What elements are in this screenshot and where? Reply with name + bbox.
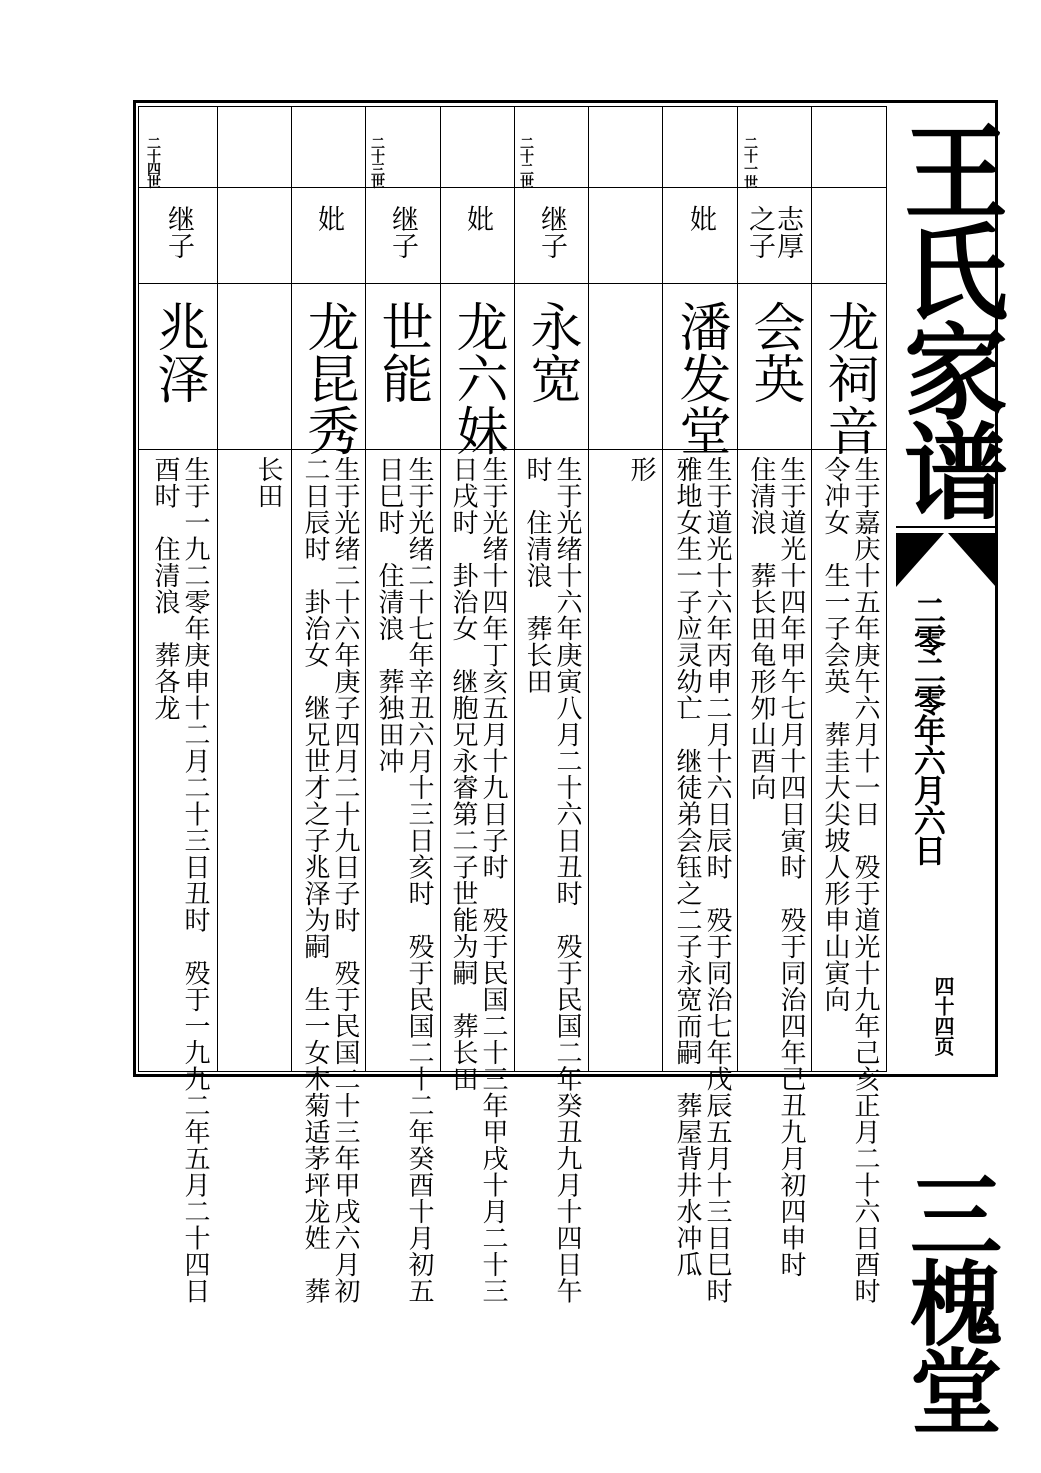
relation-label: 妣 <box>462 205 493 232</box>
column-divider <box>217 106 218 1072</box>
relation-label: 妣 <box>685 205 716 232</box>
person-name: 永宽 <box>521 300 581 404</box>
biography-continuation: 形 <box>626 456 656 483</box>
title-banner-ornament <box>896 523 996 593</box>
row-divider-generation <box>138 187 887 188</box>
relation-label: 继子 <box>387 205 418 259</box>
person-name: 龙六妹 <box>447 300 507 456</box>
person-name: 龙祠音 <box>818 300 878 456</box>
biography-text: 生于一九二零年庚申十二月二十三日丑时 殁于一九九二年五月二十四日 酉时 住清浪 葬各龙 <box>150 456 210 1304</box>
column-divider <box>811 106 812 1072</box>
generation-label: 二十一世 <box>742 136 758 188</box>
person-name: 世能 <box>372 300 432 404</box>
person-name: 会英 <box>744 300 804 404</box>
column-divider <box>514 106 515 1072</box>
row-divider-name <box>138 449 887 450</box>
biography-text: 生于光绪二十七年辛丑六月十三日亥时 殁于民国二十二年癸酉十月初五 日巳时 住清浪 葬独田冲 <box>374 456 434 1304</box>
hall-name: 三槐堂 <box>895 1168 1003 1432</box>
biography-text: 生于光绪二十六年庚子四月二十九日子时 殁于民国二十三年甲戌六月初 二日辰时 卦治女 继兄世才之子兆泽为嗣 生一女木菊适茅坪龙姓 葬 <box>300 456 360 1304</box>
biography-text: 生于道光十四年甲午七月十四日寅时 殁于同治四年己丑九月初四申时 住清浪 葬长田龟形夘山酉向 <box>746 456 806 1278</box>
biography-continuation: 长田 <box>253 456 283 509</box>
generation-label: 二十二世 <box>518 136 534 188</box>
biography-text: 生于光绪十四年丁亥五月十九日子时 殁于民国二十三年甲戌十月二十三 日戌时 卦治女 继胞兄永睿第二子世能为嗣 葬长田 <box>448 456 508 1304</box>
person-name: 龙昆秀 <box>298 300 358 456</box>
column-divider <box>291 106 292 1072</box>
relation-label: 妣 <box>313 205 344 232</box>
genealogy-title: 王氏家谱 <box>886 118 1009 518</box>
relation-label: 志厚 之子 <box>744 205 803 259</box>
column-divider <box>365 106 366 1072</box>
print-date: 二零二零年六月六日 <box>909 594 947 864</box>
biography-text: 生于光绪十六年庚寅八月二十六日丑时 殁于民国二年癸丑九月十四日午 时 住清浪 葬长田 <box>522 456 582 1304</box>
column-divider <box>440 106 441 1072</box>
biography-text: 生于道光十六年丙申二月十六日辰时 殁于同治七年戊辰五月十三日巳时 雅地女生一子应灵幼亡 继徒弟会钰之二子永宽而嗣 葬屋背井水冲瓜 <box>672 456 732 1304</box>
person-name: 兆泽 <box>148 300 208 404</box>
column-divider <box>737 106 738 1072</box>
column-divider <box>662 106 663 1072</box>
relation-label: 继子 <box>536 205 567 259</box>
person-name: 潘发堂 <box>670 300 730 456</box>
biography-text: 生于嘉庆十五年庚午六月十一日 殁于道光十九年己亥正月二十六日酉时 令冲女 生一子会英 葬圭大尖坡人形申山寅向 <box>820 456 880 1304</box>
page-number: 四十四页 <box>931 976 955 1056</box>
column-divider <box>588 106 589 1072</box>
generation-label: 二十四世 <box>145 136 161 188</box>
relation-label: 继子 <box>163 205 194 259</box>
row-divider-relation <box>138 283 887 284</box>
generation-label: 二十三世 <box>369 136 385 188</box>
